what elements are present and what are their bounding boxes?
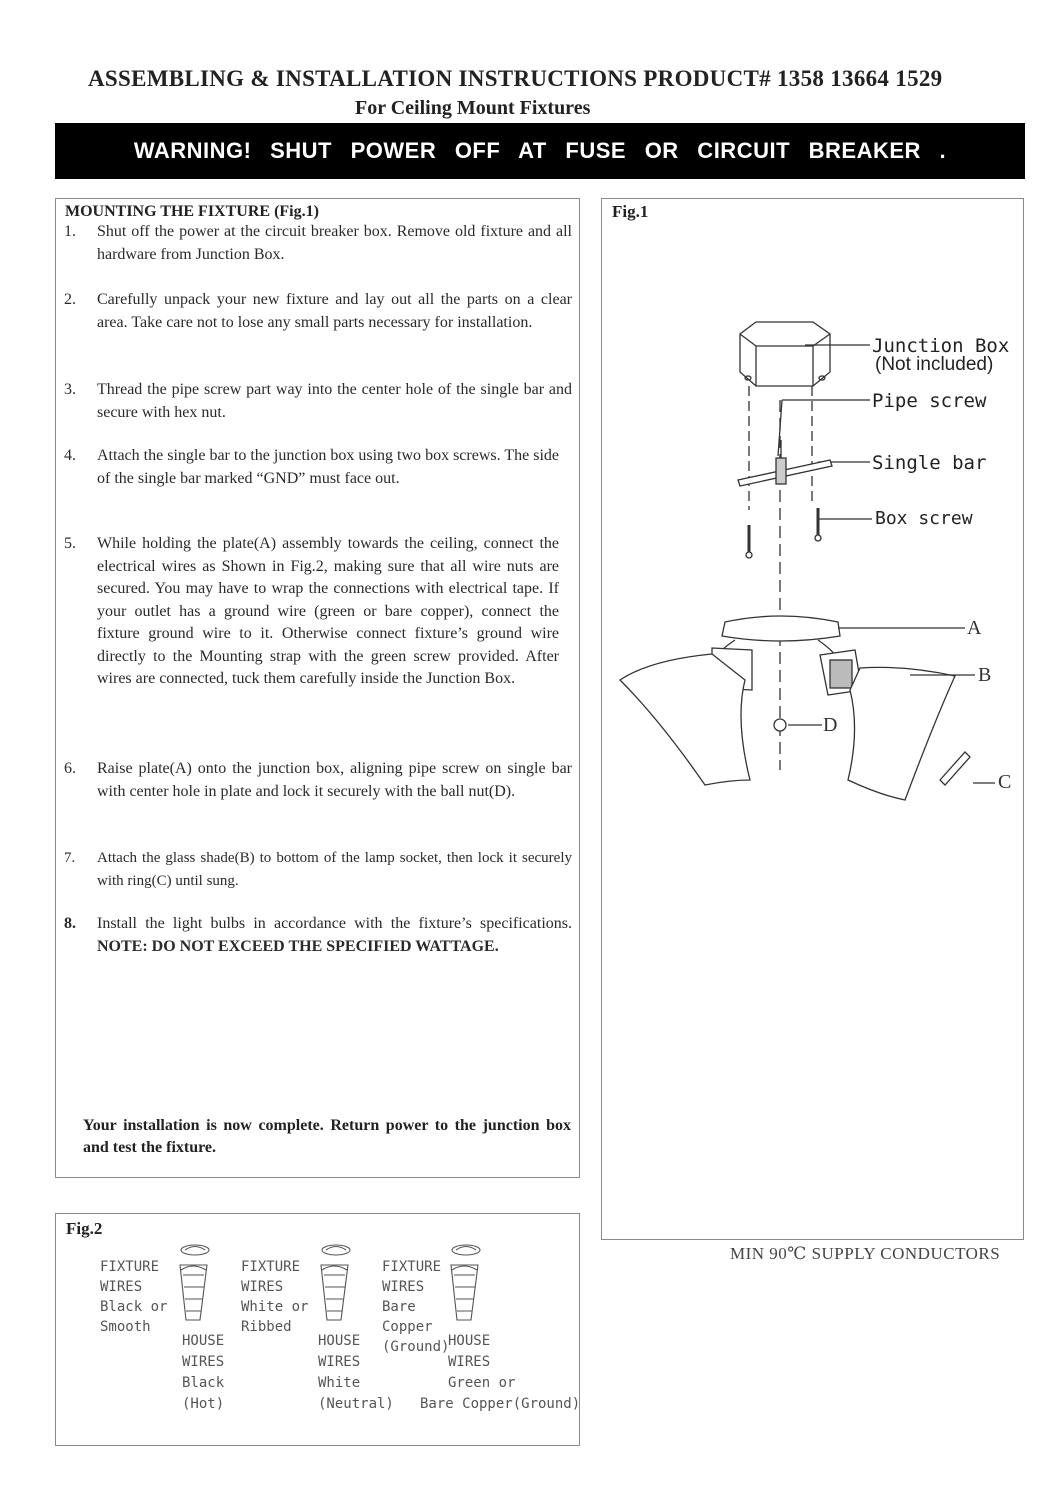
step-number: 7. bbox=[64, 850, 76, 866]
step-number: 1. bbox=[64, 223, 76, 240]
step-item bbox=[64, 847, 572, 892]
step-number: 2. bbox=[64, 291, 76, 308]
step-item bbox=[64, 913, 572, 958]
not-included-label: (Not included) bbox=[875, 354, 994, 375]
house-wires-black bbox=[182, 1331, 224, 1415]
wire-text: Smooth bbox=[100, 1319, 151, 1335]
warning-banner: WARNING! SHUT POWER OFF AT FUSE OR CIRCUIT BREAKER . bbox=[55, 123, 1025, 179]
wire-text: Black or bbox=[100, 1299, 168, 1315]
wire-text: FIXTURE bbox=[382, 1259, 442, 1275]
wire-nut-3-drawing bbox=[451, 1245, 480, 1320]
step-item bbox=[64, 379, 572, 424]
wire-text: White bbox=[318, 1375, 361, 1391]
wire-text: Green or bbox=[448, 1375, 516, 1391]
junction-box-label: Junction Box bbox=[872, 335, 1010, 357]
part-c-label: C bbox=[998, 771, 1012, 793]
ring-c-drawing bbox=[940, 752, 970, 785]
wire-text: (Neutral) bbox=[318, 1396, 394, 1412]
fig2-label: Fig.2 bbox=[66, 1219, 103, 1238]
wire-text: WIRES bbox=[318, 1354, 361, 1370]
wire-text: FIXTURE bbox=[241, 1259, 301, 1275]
glass-shade-right-drawing bbox=[848, 667, 955, 800]
part-a-label: A bbox=[967, 617, 982, 639]
wire-text: Black bbox=[182, 1375, 225, 1391]
step-item bbox=[64, 758, 572, 803]
step-number: 3. bbox=[64, 381, 76, 398]
wire-text: WIRES bbox=[100, 1279, 143, 1295]
step-text: Carefully unpack your new fixture and lay out all the parts on a clear area. Take care not to lose any small parts necessary for installation. bbox=[97, 291, 572, 331]
glass-shade-left-drawing bbox=[620, 654, 750, 785]
supply-conductor-note: MIN 90℃ SUPPLY CONDUCTORS bbox=[730, 1244, 1001, 1263]
ball-nut-drawing bbox=[774, 719, 786, 731]
wire-text: WIRES bbox=[448, 1354, 491, 1370]
box-screw-label: Box screw bbox=[875, 508, 973, 529]
wire-text: HOUSE bbox=[182, 1333, 225, 1349]
step-text: Install the light bulbs in accordance with the fixture’s specifications. bbox=[97, 915, 572, 932]
document-title: ASSEMBLING & INSTALLATION INSTRUCTIONS PRODUCT# 1358 13664 1529 bbox=[88, 66, 943, 91]
fig1-label: Fig.1 bbox=[612, 202, 649, 221]
step-text: Thread the pipe screw part way into the center hole of the single bar and secure with hex nut. bbox=[97, 381, 572, 421]
mounting-heading: MOUNTING THE FIXTURE (Fig.1) bbox=[65, 203, 319, 220]
plate-a-drawing bbox=[722, 616, 840, 641]
wire-text: WIRES bbox=[382, 1279, 425, 1295]
step-item bbox=[64, 289, 572, 334]
step-number: 4. bbox=[64, 447, 76, 464]
part-d-label: D bbox=[823, 714, 838, 736]
step-text: Raise plate(A) onto the junction box, aligning pipe screw on single bar with center hole in plate and lock it securely with the ball nut(D). bbox=[97, 760, 572, 800]
wire-nut-2-drawing bbox=[321, 1245, 350, 1320]
wire-text: HOUSE bbox=[318, 1333, 361, 1349]
step-text: Shut off the power at the circuit breaker box. Remove old fixture and all hardware from Junction Box. bbox=[97, 223, 572, 263]
pipe-screw-label: Pipe screw bbox=[872, 390, 987, 412]
wire-text: Ribbed bbox=[241, 1319, 292, 1335]
house-wires-ground bbox=[420, 1331, 581, 1415]
wire-text: Bare bbox=[382, 1299, 416, 1315]
step-item bbox=[64, 445, 559, 490]
wire-text: WIRES bbox=[182, 1354, 225, 1370]
fixture-wires-black bbox=[100, 1257, 167, 1337]
wire-text: Bare Copper(Ground) bbox=[420, 1396, 581, 1412]
fixture-wires-white bbox=[241, 1257, 308, 1337]
wattage-note: NOTE: DO NOT EXCEED THE SPECIFIED WATTAGE. bbox=[97, 937, 499, 955]
wire-text: WIRES bbox=[241, 1279, 284, 1295]
step-text: While holding the plate(A) assembly towards the ceiling, connect the electrical wires as Shown in Fig.2, making sure that all wire nuts are secured. You may have to wrap the connections with electrical tape. If your outlet has a ground wire (green or bare copper), connect the fixture ground wire to it. Otherwise connect fixture’s ground wire directly to the Mounting strap with the green screw provided. After wires are connected, tuck them carefully inside the Junction Box. bbox=[97, 535, 559, 687]
step-text: Attach the glass shade(B) to bottom of the lamp socket, then lock it securely with ring(C) until sung. bbox=[97, 850, 572, 889]
single-bar-label: Single bar bbox=[872, 452, 987, 474]
wire-nut-1-drawing bbox=[180, 1245, 209, 1320]
completion-note: Your installation is now complete. Return power to the junction box and test the fixture. bbox=[83, 1117, 571, 1156]
step-number: 6. bbox=[64, 760, 76, 777]
wire-text: Copper bbox=[382, 1319, 433, 1335]
step-item bbox=[64, 533, 559, 691]
wire-text: White or bbox=[241, 1299, 309, 1315]
step-number: 8. bbox=[64, 915, 76, 932]
step-number: 5. bbox=[64, 535, 76, 552]
wire-text: FIXTURE bbox=[100, 1259, 160, 1275]
step-item bbox=[64, 221, 572, 266]
part-b-label: B bbox=[978, 664, 992, 686]
wire-text: (Ground) bbox=[382, 1339, 450, 1355]
wire-text: (Hot) bbox=[182, 1396, 225, 1412]
wire-text: HOUSE bbox=[448, 1333, 491, 1349]
document-subtitle: For Ceiling Mount Fixtures bbox=[355, 97, 591, 119]
step-text: Attach the single bar to the junction box using two box screws. The side of the single bar marked “GND” must face out. bbox=[97, 447, 559, 487]
junction-box-drawing bbox=[740, 322, 830, 386]
